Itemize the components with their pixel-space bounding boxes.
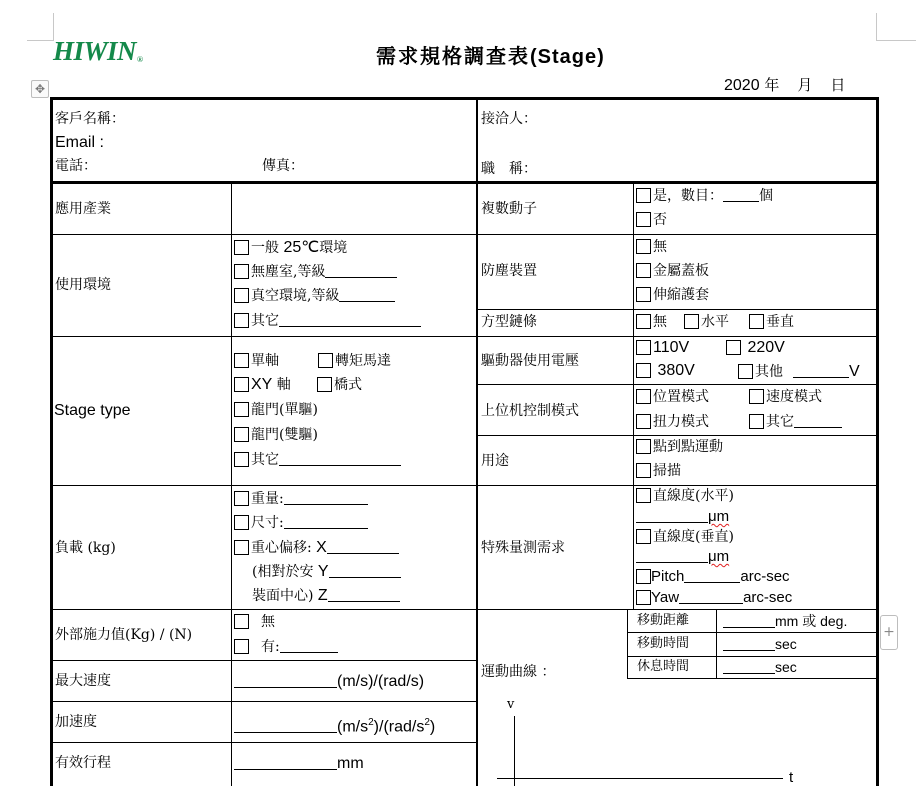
max-speed-label: 最大速度 <box>55 673 111 689</box>
measure-straightness-h[interactable]: 直線度(水平) <box>636 486 734 506</box>
acceleration-input[interactable]: $(m/s^2)/(rad/s^2)$ <box>234 713 435 737</box>
checkbox[interactable] <box>636 188 651 203</box>
checkbox[interactable] <box>317 377 332 392</box>
stage-type-label: Stage type <box>54 402 131 419</box>
voltage-option-380[interactable]: 380V <box>636 361 695 381</box>
special-measure-label: 特殊量測需求 <box>481 540 565 556</box>
control-option-velocity[interactable]: 速度模式 <box>749 387 822 407</box>
chain-option-horizontal[interactable]: 水平 <box>684 312 729 332</box>
measure-yaw[interactable]: Yaw arc-sec <box>636 588 792 608</box>
checkbox[interactable] <box>636 263 651 278</box>
email-field[interactable]: Email : <box>55 134 104 151</box>
chain-option-vertical[interactable]: 垂直 <box>749 312 794 332</box>
checkbox[interactable] <box>749 389 764 404</box>
multi-mover-yes[interactable]: 是，數目： 個 <box>636 186 773 206</box>
measure-straightness-v[interactable]: 直線度(垂直) <box>636 527 734 547</box>
checkbox[interactable] <box>234 639 249 654</box>
env-option-vacuum[interactable]: 真空環境,等級 <box>234 286 395 306</box>
host-control-label: 上位机控制模式 <box>481 403 579 419</box>
dust-option-metal-cover[interactable]: 金屬蓋板 <box>636 261 709 281</box>
stroke-label: 有效行程 <box>55 755 111 771</box>
checkbox[interactable] <box>234 288 249 303</box>
motion-param-move-time-label: 移動時間 <box>637 636 690 651</box>
stage-option-torque-motor[interactable]: 轉矩馬達 <box>318 351 391 371</box>
stage-option-xy-axis[interactable]: XY 軸 <box>234 375 291 395</box>
cable-chain-label: 方型鏈條 <box>481 314 537 330</box>
force-option-none[interactable]: 無 <box>234 612 275 632</box>
checkbox[interactable] <box>749 414 764 429</box>
checkbox[interactable] <box>234 427 249 442</box>
checkbox[interactable] <box>636 488 651 503</box>
acceleration-label: 加速度 <box>55 714 97 730</box>
t-axis-line <box>497 778 783 779</box>
stage-option-single-axis[interactable]: 單軸 <box>234 351 279 371</box>
checkbox[interactable] <box>234 264 249 279</box>
checkbox[interactable] <box>636 340 651 355</box>
axis-t-label: t <box>789 769 794 786</box>
checkbox[interactable] <box>636 363 651 378</box>
checkbox[interactable] <box>636 212 651 227</box>
stage-option-bridge[interactable]: 橋式 <box>317 375 362 395</box>
usage-option-ptp[interactable]: 點到點運動 <box>636 437 723 457</box>
page-corner-mark <box>876 13 916 41</box>
checkbox[interactable] <box>636 463 651 478</box>
usage-label: 用途 <box>481 453 509 469</box>
motion-curve-label: 運動曲線 ： <box>481 664 556 680</box>
stage-option-gantry-dual[interactable]: 龍門(雙驅) <box>234 425 318 445</box>
load-cog-y[interactable]: (相對於安 Y <box>252 562 401 582</box>
external-force-label: 外部施力值(Kg) / (N) <box>55 627 193 643</box>
motion-param-distance-input[interactable]: mm 或 deg. <box>723 611 847 631</box>
force-option-yes[interactable]: 有: <box>234 637 338 657</box>
stage-option-other[interactable]: 其它 <box>234 450 401 470</box>
voltage-option-220[interactable]: 220V <box>726 338 785 358</box>
usage-option-scan[interactable]: 掃描 <box>636 461 681 481</box>
checkbox[interactable] <box>726 340 741 355</box>
checkbox[interactable] <box>234 313 249 328</box>
dust-option-none[interactable]: 無 <box>636 237 667 257</box>
checkbox[interactable] <box>684 314 699 329</box>
control-option-torque[interactable]: 扭力模式 <box>636 412 709 432</box>
customer-name-field[interactable]: 客戶名稱： <box>55 111 125 127</box>
measure-straightness-v-value[interactable]: μm <box>636 547 729 567</box>
contact-person-field[interactable]: 接洽人： <box>481 111 537 127</box>
motion-curve-drawing-area[interactable] <box>520 700 870 776</box>
dust-protection-label: 防塵裝置 <box>481 263 537 279</box>
checkbox[interactable] <box>234 491 249 506</box>
load-option-cog-offset[interactable]: 重心偏移: X <box>234 538 399 558</box>
document-title: 需求規格調查表(Stage) <box>376 44 605 68</box>
checkbox[interactable] <box>636 529 651 544</box>
page-corner-mark <box>27 13 54 41</box>
control-option-position[interactable]: 位置模式 <box>636 387 709 407</box>
checkbox[interactable] <box>318 353 333 368</box>
checkbox[interactable] <box>636 439 651 454</box>
industry-label: 應用產業 <box>55 201 111 217</box>
multi-mover-no[interactable]: 否 <box>636 210 667 230</box>
phone-field[interactable]: 電話： <box>55 158 97 174</box>
hiwin-logo: HIWIN® <box>53 36 143 66</box>
load-option-size[interactable]: 尺寸: <box>234 513 368 533</box>
max-speed-input[interactable]: (m/s)/(rad/s) <box>234 672 424 692</box>
checkbox[interactable] <box>234 402 249 417</box>
checkbox[interactable] <box>234 452 249 467</box>
env-option-cleanroom[interactable]: 無塵室,等級 <box>234 262 397 282</box>
checkbox[interactable] <box>234 540 249 555</box>
checkbox[interactable] <box>636 239 651 254</box>
checkbox[interactable] <box>636 569 651 584</box>
date-line: 2020 年 月 日 <box>724 76 846 94</box>
load-option-weight[interactable]: 重量: <box>234 489 368 509</box>
checkbox[interactable] <box>749 314 764 329</box>
motion-param-distance-label: 移動距離 <box>637 613 690 628</box>
multi-mover-label: 複數動子 <box>481 201 537 217</box>
measure-straightness-h-value[interactable]: μm <box>636 507 729 527</box>
fax-field[interactable]: 傳真： <box>262 158 304 174</box>
stroke-input[interactable]: mm <box>234 754 364 774</box>
table-move-handle-icon[interactable]: ✥ <box>31 80 49 98</box>
checkbox[interactable] <box>234 515 249 530</box>
environment-label: 使用環境 <box>55 277 111 293</box>
axis-v-label: v <box>507 697 515 712</box>
voltage-option-110[interactable]: 110V <box>636 338 689 358</box>
checkbox[interactable] <box>636 314 651 329</box>
env-option-general[interactable]: 一般 25℃環境 <box>234 238 347 258</box>
checkbox[interactable] <box>234 240 249 255</box>
checkbox[interactable] <box>738 364 753 379</box>
load-label: 負載 (kg) <box>55 540 116 556</box>
voltage-option-other[interactable]: 其他 V <box>738 362 860 382</box>
checkbox[interactable] <box>636 590 651 605</box>
checkbox[interactable] <box>234 377 249 392</box>
motion-param-rest-time-input[interactable]: sec <box>723 657 797 677</box>
chain-option-none[interactable]: 無 <box>636 312 667 332</box>
v-axis-line <box>514 716 515 786</box>
control-option-other[interactable]: 其它 <box>749 412 842 432</box>
add-row-button[interactable]: + <box>880 615 898 650</box>
job-title-field[interactable]: 職 稱： <box>481 161 537 177</box>
checkbox[interactable] <box>234 353 249 368</box>
driver-voltage-label: 驅動器使用電壓 <box>481 353 579 369</box>
motion-param-rest-time-label: 休息時間 <box>637 659 690 674</box>
checkbox[interactable] <box>636 389 651 404</box>
env-option-other[interactable]: 其它 <box>234 311 421 331</box>
checkbox[interactable] <box>636 287 651 302</box>
motion-param-move-time-input[interactable]: sec <box>723 634 797 654</box>
stage-option-gantry-single[interactable]: 龍門(單驅) <box>234 400 318 420</box>
industry-input[interactable] <box>233 185 475 233</box>
checkbox[interactable] <box>234 614 249 629</box>
checkbox[interactable] <box>636 414 651 429</box>
measure-pitch[interactable]: Pitch arc-sec <box>636 567 790 587</box>
dust-option-bellows[interactable]: 伸縮護套 <box>636 285 709 305</box>
load-cog-z[interactable]: 裝面中心) Z <box>252 586 400 606</box>
